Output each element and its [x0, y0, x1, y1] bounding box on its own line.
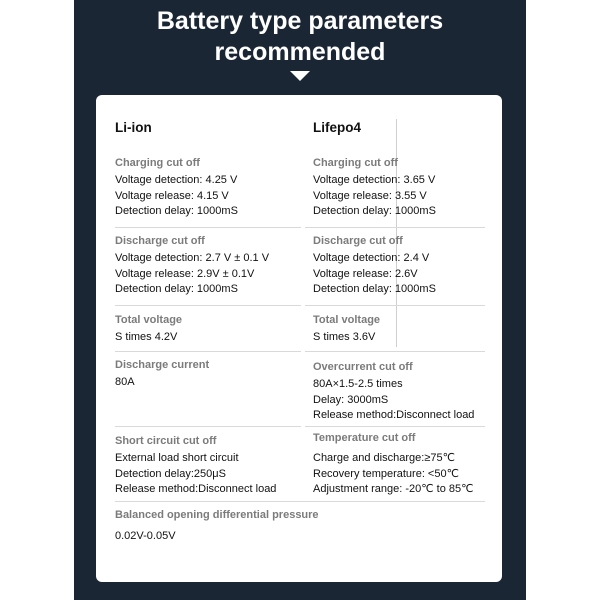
section-line: 0.02V-0.05V: [115, 530, 176, 542]
divider: [115, 426, 301, 427]
section-line: Release method:Disconnect load: [313, 409, 475, 421]
section-line: S times 4.2V: [115, 331, 178, 343]
divider: [305, 351, 485, 352]
page-title: [74, 6, 526, 68]
section-title: Charging cut off: [115, 157, 200, 169]
overcurrent-section: [313, 360, 474, 424]
section-line: Voltage detection: 3.65 V: [313, 174, 436, 186]
section-line: Voltage detection: 2.7 V ± 0.1 V: [115, 252, 270, 264]
title-line-1: Battery type parameters: [156, 7, 444, 35]
section-line: Voltage release: 4.15 V: [115, 189, 229, 202]
title-line-2: recommended: [214, 38, 386, 66]
section-line: 80A: [115, 376, 135, 388]
section-line: Detection delay: 1000mS: [313, 205, 436, 217]
section-line: Detection delay: 1000mS: [115, 205, 238, 217]
section-title: Overcurrent cut off: [313, 361, 413, 373]
divider: [305, 227, 485, 228]
section-line: Detection delay:250μS: [115, 467, 226, 480]
divider: [115, 351, 301, 352]
column-header-lifepo4: Lifepo4: [313, 120, 362, 135]
section-title: Temperature cut off: [313, 432, 416, 444]
divider: [305, 305, 485, 306]
section-line: Charge and discharge:≥75℃: [313, 452, 455, 464]
section-line: Voltage release: 3.55 V: [313, 189, 427, 202]
section-line: External load short circuit: [115, 452, 239, 464]
section-line: Detection delay: 1000mS: [313, 283, 436, 295]
lf-charging-section: [313, 156, 436, 220]
section-title: Short circuit cut off: [115, 435, 217, 447]
section-title: Balanced opening differential pressure: [115, 509, 319, 521]
divider: [115, 501, 485, 502]
li-total-voltage-section: [115, 313, 182, 346]
down-arrow-icon: [290, 71, 310, 81]
section-line: Release method:Disconnect load: [115, 483, 277, 495]
section-line: S times 3.6V: [313, 331, 376, 343]
lf-discharge-section: [313, 234, 436, 298]
section-line: Recovery temperature: <50℃: [313, 467, 459, 480]
parameters-card: [96, 95, 502, 582]
divider: [115, 305, 301, 306]
column-divider: [396, 119, 397, 347]
lf-total-voltage-section: [313, 313, 380, 346]
section-line: Delay: 3000mS: [313, 393, 389, 406]
section-line: Voltage detection: 2.4 V: [313, 252, 430, 264]
divider: [305, 426, 485, 427]
section-title: Charging cut off: [313, 157, 398, 169]
section-title: Discharge cut off: [313, 235, 403, 247]
li-charging-section: [115, 156, 238, 220]
li-discharge-section: [115, 234, 269, 298]
column-header-li-ion: Li-ion: [115, 120, 152, 135]
section-line: Adjustment range: -20℃ to 85℃: [313, 483, 474, 495]
temperature-section: [313, 431, 473, 498]
section-line: Voltage detection: 4.25 V: [115, 174, 238, 186]
section-line: 80A×1.5-2.5 times: [313, 378, 403, 390]
section-title: Total voltage: [313, 314, 381, 326]
section-line: Detection delay: 1000mS: [115, 283, 238, 295]
section-line: Voltage release: 2.9V ± 0.1V: [115, 267, 255, 280]
section-line: Voltage release: 2.6V: [313, 267, 418, 280]
section-title: Discharge current: [115, 359, 210, 371]
section-title: Total voltage: [115, 314, 183, 326]
section-title: Discharge cut off: [115, 235, 205, 247]
divider: [115, 227, 301, 228]
balanced-pressure-section: [115, 508, 319, 545]
short-circuit-section: [115, 434, 276, 498]
discharge-current-section: [115, 358, 209, 391]
